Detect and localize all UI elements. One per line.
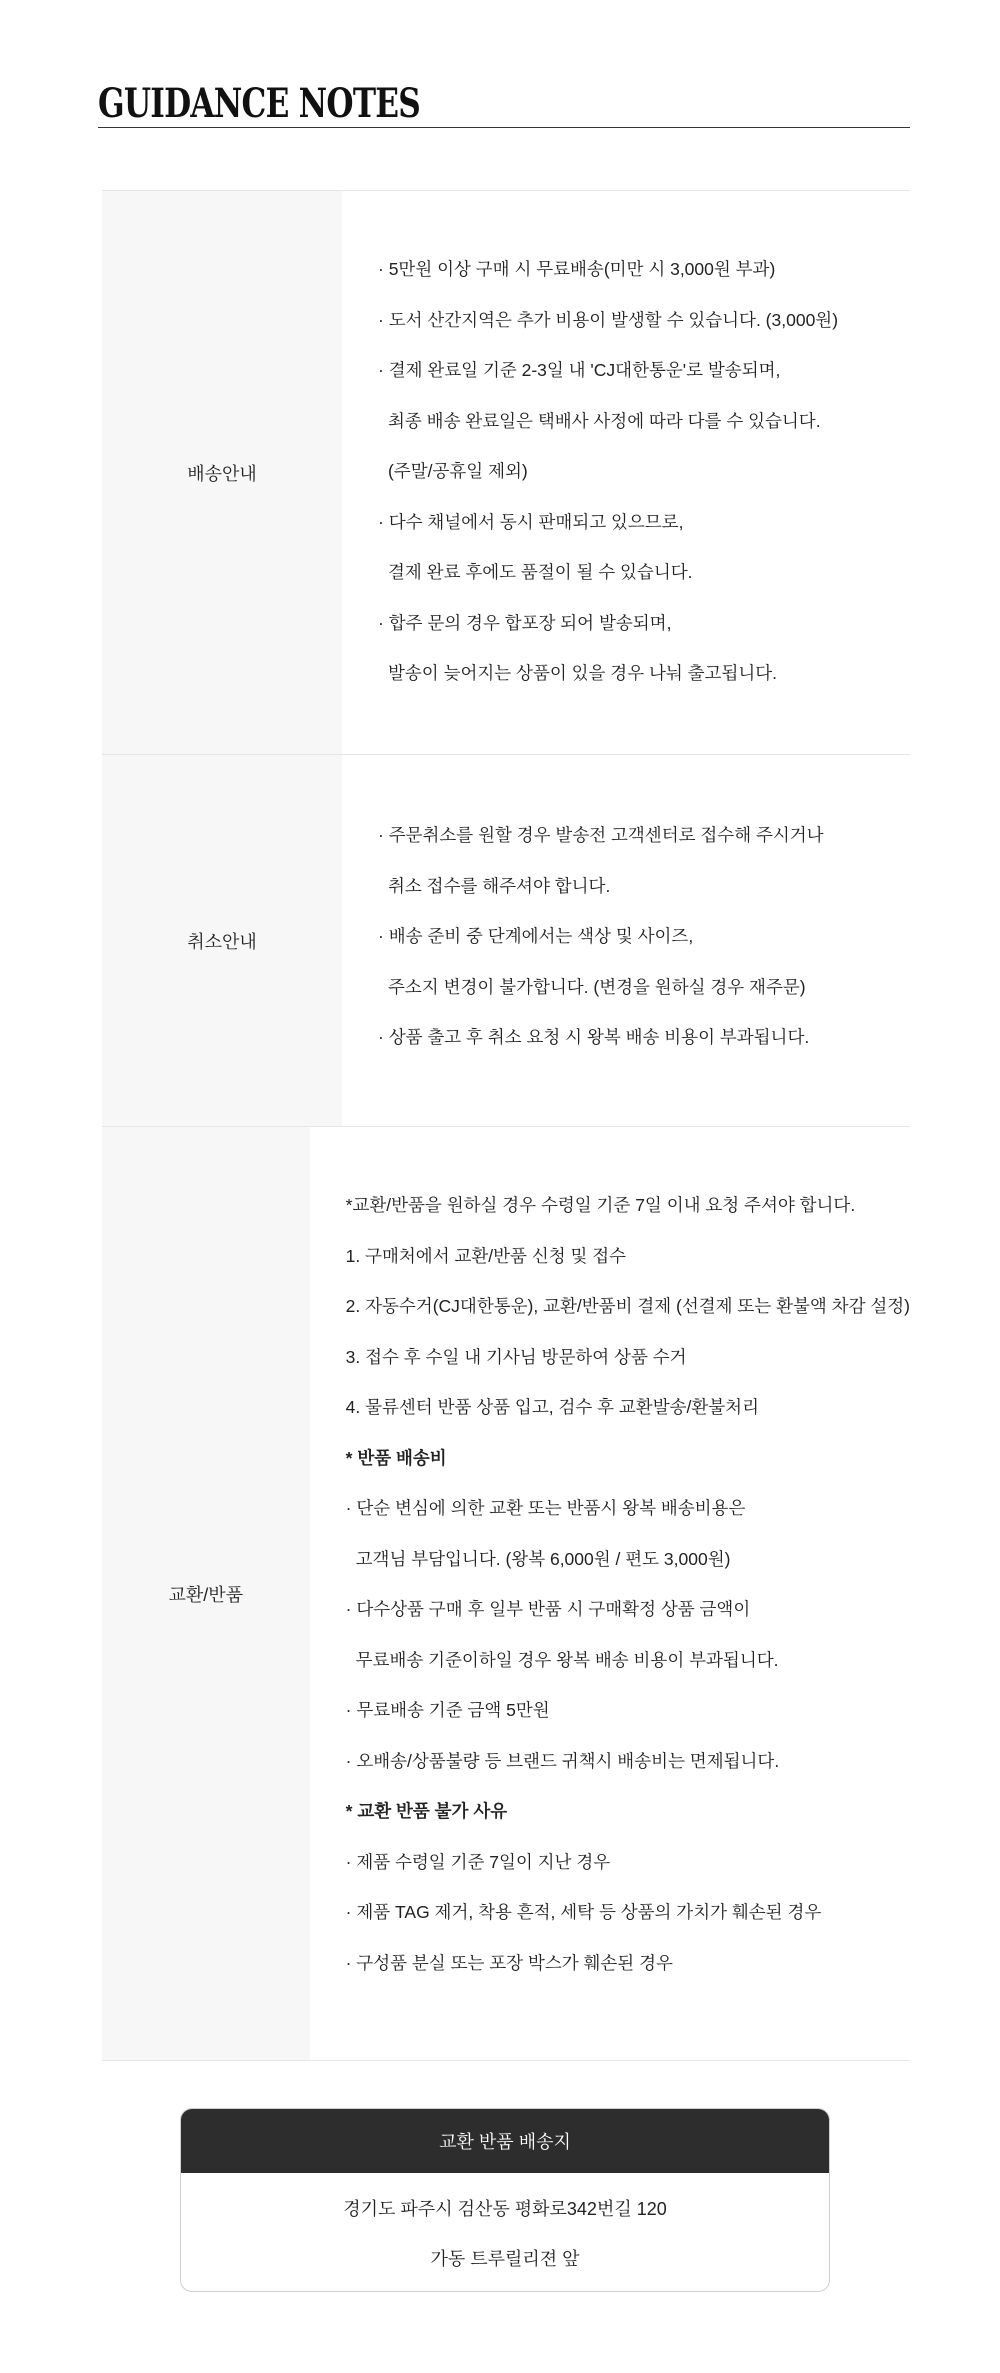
cancel-line: 취소 접수를 해주셔야 합니다. [388,875,611,896]
cancel-line: 주소지 변경이 불가합니다. (변경을 원하실 경우 재주문) [388,976,806,997]
exchange-line: · 다수상품 구매 후 일부 반품 시 구매확정 상품 금액이 [345,1599,751,1619]
exchange-content [310,1127,910,2060]
exchange-line: · 무료배송 기준 금액 5만원 [345,1700,550,1720]
guidance-table [102,190,910,2061]
exchange-line: 3. 접수 후 수일 내 기사님 방문하여 상품 수거 [345,1346,687,1367]
exchange-label: 교환/반품 [102,1127,310,2060]
delivery-line: · 도서 산간지역은 추가 비용이 발생할 수 있습니다. (3,000원) [378,309,839,330]
exchange-line: · 구성품 분실 또는 포장 박스가 훼손된 경우 [345,1952,673,1973]
non-returnable-heading: * 교환 반품 불가 사유 [345,1801,508,1821]
return-fee-heading: * 반품 배송비 [345,1447,447,1468]
return-address-line: 가동 트루릴리젼 앞 [430,2249,580,2269]
exchange-line: · 단순 변심에 의한 교환 또는 반품시 왕복 배송비용은 [345,1498,746,1518]
cancel-label: 취소안내 [102,755,342,1126]
cancel-line: · 주문취소를 원할 경우 발송전 고객센터로 접수해 주시거나 [378,825,824,845]
exchange-line: · 제품 수령일 기준 7일이 지난 경우 [345,1851,611,1872]
delivery-line: (주말/공휴일 제외) [388,461,528,481]
cancel-line: · 상품 출고 후 취소 요청 시 왕복 배송 비용이 부과됩니다. [378,1027,810,1047]
exchange-section [102,1127,910,2061]
delivery-line: · 결제 완료일 기준 2-3일 내 'CJ대한통운'로 발송되며, [378,360,781,380]
exchange-line: 2. 자동수거(CJ대한통운), 교환/반품비 결제 (선결제 또는 환불액 차감 설정) [345,1296,910,1316]
delivery-line: 최종 배송 완료일은 택배사 사정에 따라 다를 수 있습니다. [388,410,821,431]
delivery-line: · 합주 문의 경우 합포장 되어 발송되며, [378,612,672,633]
cancel-content [342,755,910,1126]
page-title: GUIDANCE NOTES [98,80,421,127]
exchange-line: 1. 구매처에서 교환/반품 신청 및 접수 [345,1245,627,1266]
exchange-line: · 오배송/상품불량 등 브랜드 귀책시 배송비는 면제됩니다. [345,1750,780,1771]
delivery-label: 배송안내 [102,191,342,754]
exchange-line: 무료배송 기준이하일 경우 왕복 배송 비용이 부과됩니다. [355,1649,779,1670]
delivery-line: · 다수 채널에서 동시 판매되고 있으므로, [378,511,684,532]
delivery-line: 발송이 늦어지는 상품이 있을 경우 나눠 출고됩니다. [388,663,778,683]
delivery-content [342,191,910,754]
delivery-section [102,191,910,755]
exchange-line: · 제품 TAG 제거, 착용 흔적, 세탁 등 상품의 가치가 훼손된 경우 [345,1902,822,1922]
return-address-line: 경기도 파주시 검산동 평화로342번길 120 [343,2199,667,2219]
exchange-line: 4. 물류센터 반품 상품 입고, 검수 후 교환발송/환불처리 [345,1397,759,1417]
title-divider [98,127,910,128]
return-address-box [180,2108,830,2292]
exchange-line: *교환/반품을 원하실 경우 수령일 기준 7일 이내 요청 주셔야 합니다. [345,1195,856,1215]
return-address-heading: 교환 반품 배송지 [181,2109,829,2173]
delivery-line: · 5만원 이상 구매 시 무료배송(미만 시 3,000원 부과) [378,259,776,279]
cancel-section [102,755,910,1127]
cancel-line: · 배송 준비 중 단계에서는 색상 및 사이즈, [378,926,694,946]
exchange-line: 고객님 부담입니다. (왕복 6,000원 / 편도 3,000원) [355,1548,731,1569]
delivery-line: 결제 완료 후에도 품절이 될 수 있습니다. [388,562,693,582]
